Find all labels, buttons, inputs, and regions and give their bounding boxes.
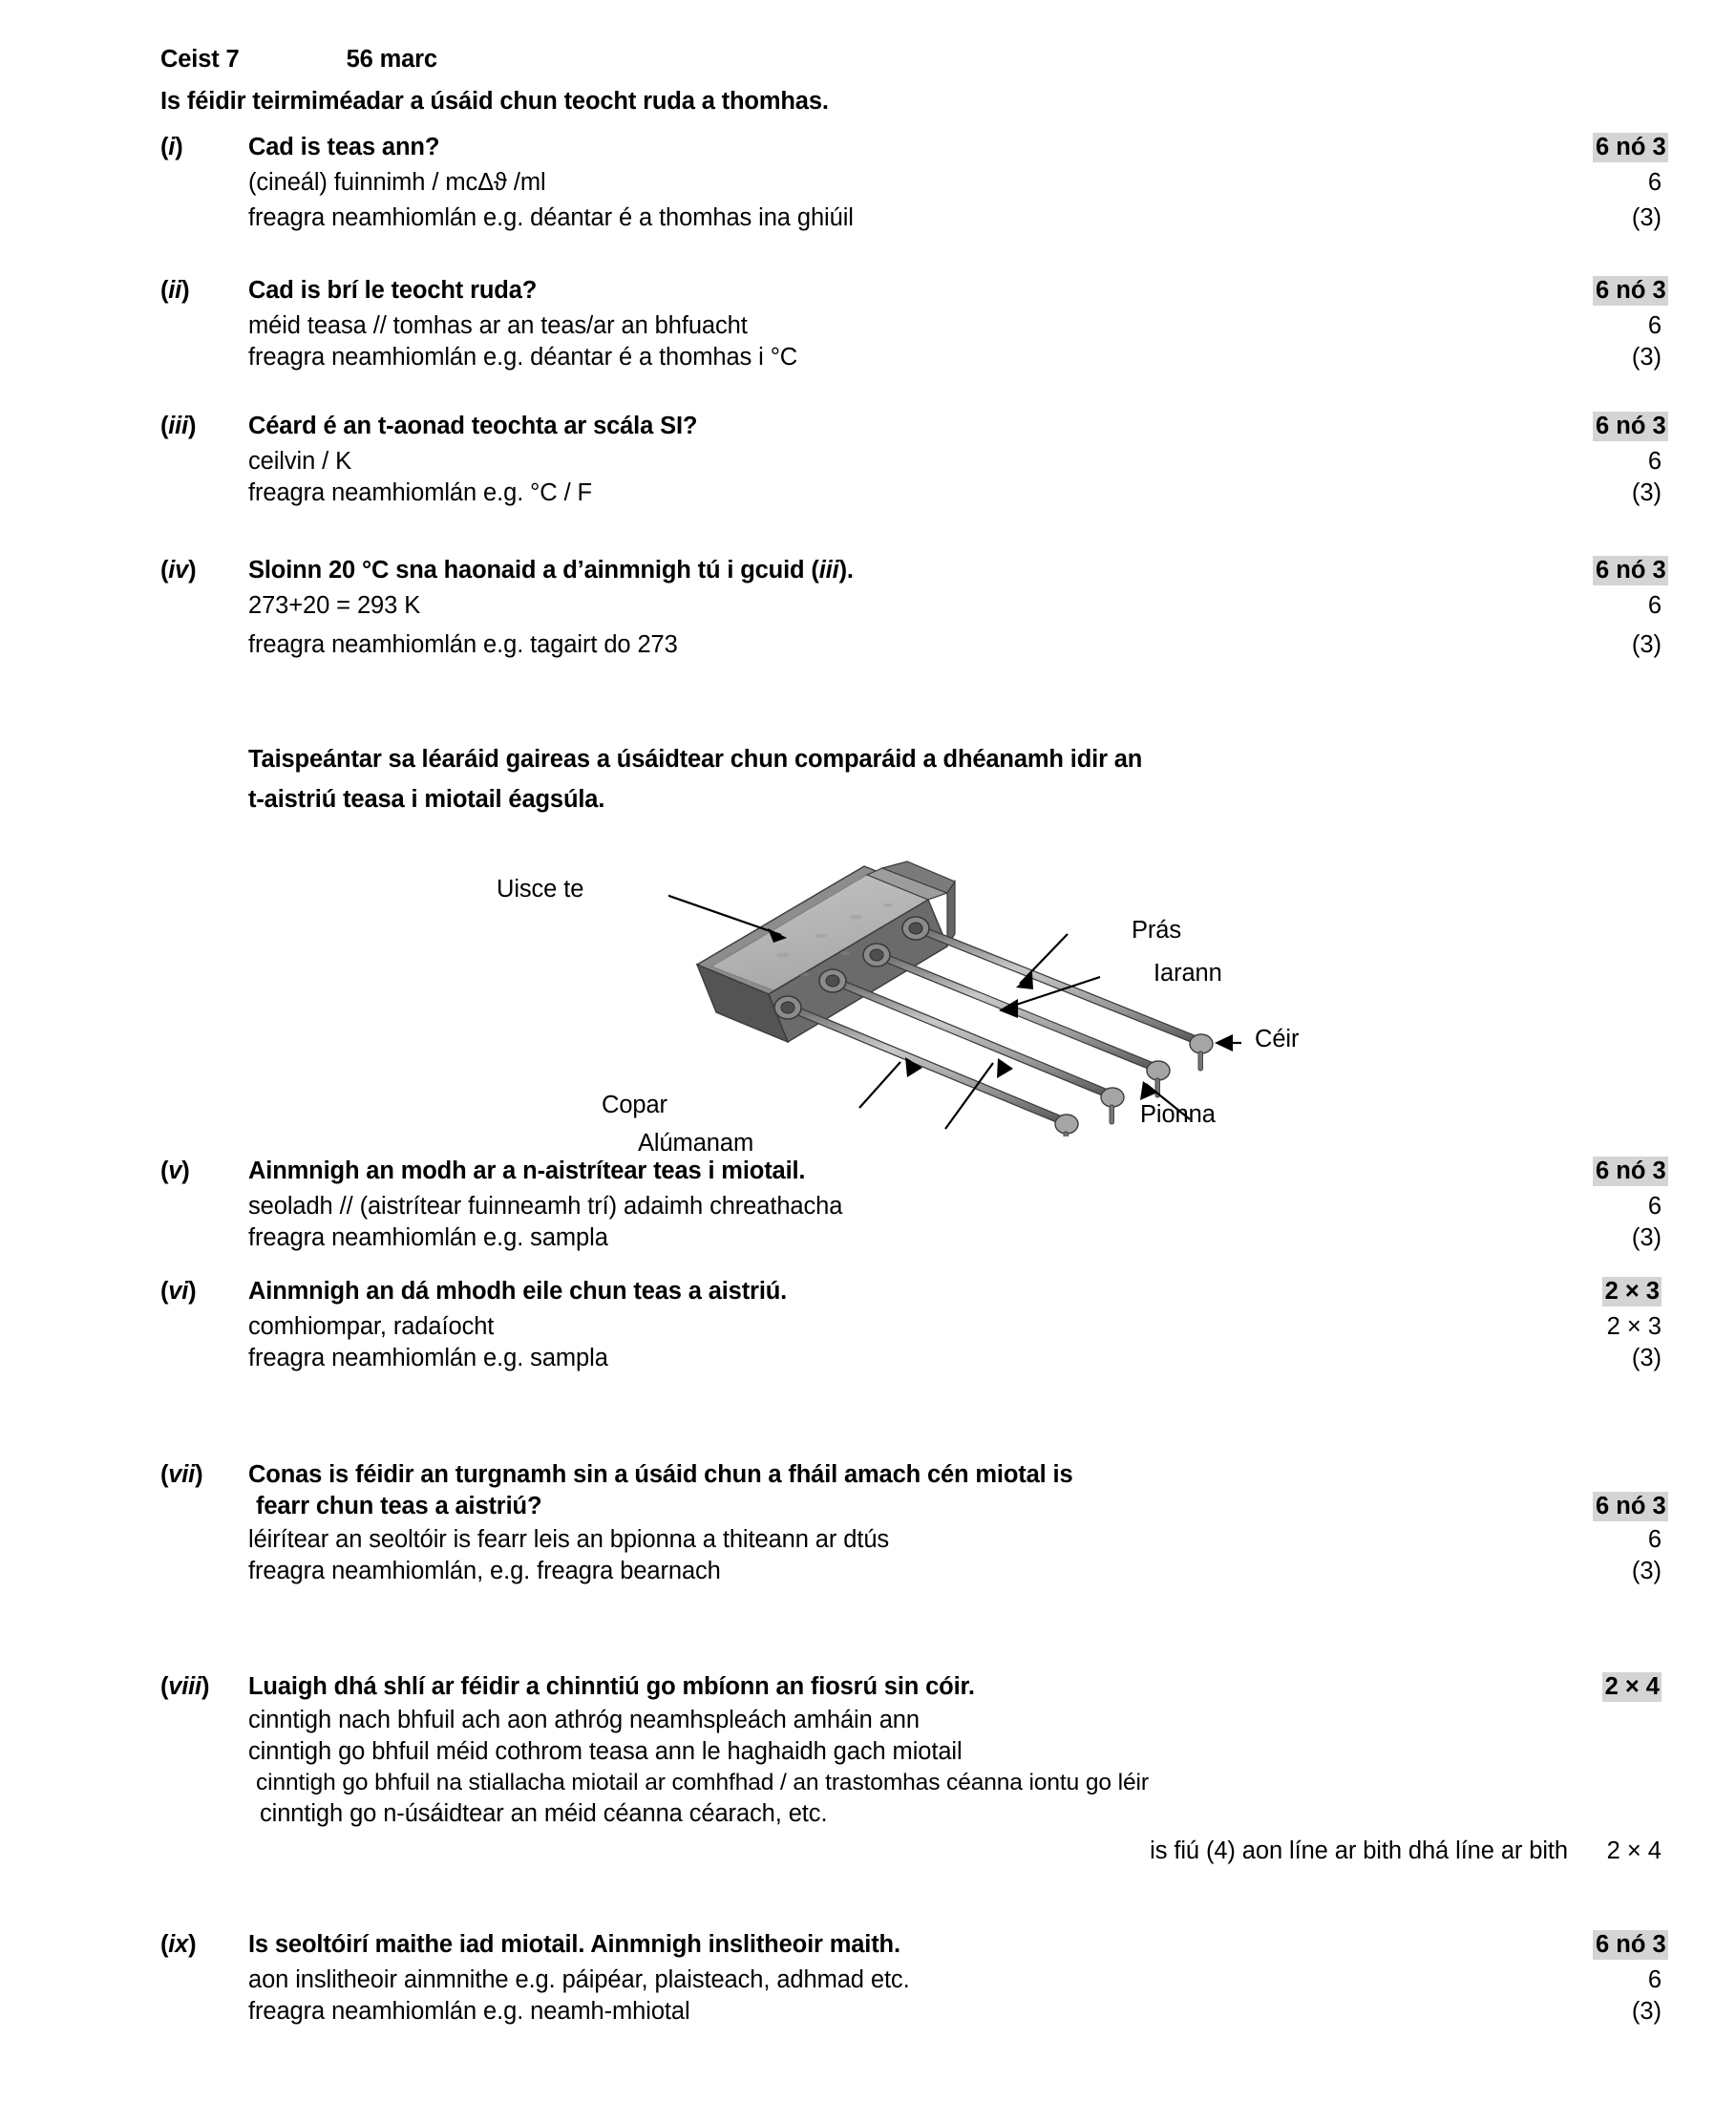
answer-text: freagra neamhiomlán e.g. déantar é a thomhas i °C: [248, 344, 798, 371]
part-question-text-line2: fearr chun teas a aistriú?: [256, 1493, 542, 1519]
part-question-text: Ainmnigh an modh ar a n-aistrítear teas i miotail.: [248, 1158, 806, 1184]
part-question-row: [0, 413, 1736, 440]
answer-row: [0, 1998, 1736, 2026]
answer-text: cinntigh go bhfuil na stiallacha miotail ar comhfhad / an trastomhas céanna iontu go léir: [256, 1770, 1149, 1795]
answer-marks: 6: [1647, 1966, 1662, 1993]
label-pin: Pionna: [1140, 1101, 1216, 1128]
part-marks: 6 nó 3: [1593, 277, 1736, 305]
diagram-intro-line1: Taispeántar sa léaráid gaireas a úsáidtear chun comparáid a dhéanamh idir an: [248, 746, 1143, 773]
answer-text: cinntigh go n-úsáidtear an méid céanna céarach, etc.: [260, 1800, 828, 1827]
answer-text: freagra neamhiomlán e.g. tagairt do 273: [248, 631, 678, 658]
part-question-row: [0, 1931, 1736, 1959]
diagram-intro-line2: t-aistriú teasa i miotail éagsúla.: [248, 786, 605, 813]
answer-row: [0, 169, 1736, 197]
part-marks: 2 × 4: [1593, 1673, 1736, 1701]
answer-marks: (3): [1631, 204, 1662, 231]
answer-marks: (3): [1631, 1998, 1662, 2025]
answer-text: freagra neamhiomlán e.g. déantar é a thomhas ina ghiúil: [248, 204, 854, 231]
answer-text: freagra neamhiomlán e.g. °C / F: [248, 479, 593, 506]
answer-marks: 6: [1647, 169, 1662, 196]
answer-row: [0, 1707, 1736, 1734]
answer-row: [0, 312, 1736, 340]
label-wax: Céir: [1255, 1026, 1300, 1052]
part-marks: 2 × 3: [1593, 1278, 1736, 1306]
answer-marks: 6: [1647, 592, 1662, 619]
answer-row: [0, 1738, 1736, 1766]
part-marks: 6 nó 3: [1593, 134, 1736, 161]
part-question-text: Sloinn 20 °C sna haonaid a d’ainmnigh tú i gcuid (iii).: [248, 557, 854, 584]
part-question-text: Conas is féidir an turgnamh sin a úsáid chun a fháil amach cén miotal is: [248, 1461, 1073, 1488]
answer-marks: 2 × 3: [1606, 1313, 1662, 1340]
part-ix: [0, 1931, 1736, 2026]
label-copper: Copar: [602, 1092, 667, 1118]
answer-row: [0, 448, 1736, 476]
answer-text: ceilvin / K: [248, 448, 352, 475]
question-stem: Is féidir teirmiméadar a úsáid chun teocht ruda a thomhas.: [160, 88, 829, 115]
part-marks: 6 nó 3: [1593, 413, 1736, 440]
answer-row: [0, 344, 1736, 372]
answer-marks: 6: [1647, 1526, 1662, 1553]
answer-row: [0, 1558, 1736, 1585]
part-question-row: [0, 1461, 1736, 1489]
part-i: [0, 134, 1736, 232]
answer-marks: 6: [1647, 1193, 1662, 1220]
answer-marks: (3): [1631, 631, 1662, 658]
answer-text: léirítear an seoltóir is fearr leis an bpionna a thiteann ar dtús: [248, 1526, 890, 1553]
answer-footnote-marks: 2 × 4: [1606, 1837, 1662, 1864]
part-roman: (viii): [160, 1673, 210, 1700]
answer-text: méid teasa // tomhas ar an teas/ar an bhfuacht: [248, 312, 748, 339]
answer-marks: (3): [1631, 479, 1662, 506]
answer-text: freagra neamhiomlán e.g. sampla: [248, 1224, 608, 1251]
answer-row: [0, 1345, 1736, 1372]
part-marks: 6 nó 3: [1593, 1158, 1736, 1185]
answer-row: [0, 1800, 1736, 1828]
part-question-text: Céard é an t-aonad teochta ar scála SI?: [248, 413, 698, 439]
part-roman: (iv): [160, 557, 197, 584]
part-question-text: Ainmnigh an dá mhodh eile chun teas a aistriú.: [248, 1278, 788, 1305]
part-question-row: [0, 1673, 1736, 1701]
part-question-row: [0, 557, 1736, 584]
part-marks: 6 nó 3: [1593, 557, 1736, 584]
diagram-intro: [248, 739, 1318, 819]
part-iv: [0, 557, 1736, 659]
part-ii: [0, 277, 1736, 372]
total-marks: 56 marc: [346, 46, 437, 73]
answer-text: cinntigh go bhfuil méid cothrom teasa ann le haghaidh gach miotail: [248, 1738, 963, 1765]
answer-marks: (3): [1631, 1558, 1662, 1584]
question-number: Ceist 7: [160, 46, 240, 73]
part-question-row: [0, 1278, 1736, 1306]
part-roman: (i): [160, 134, 183, 160]
part-roman: (vii): [160, 1461, 203, 1488]
part-roman: (iii): [160, 413, 197, 439]
answer-row: [0, 1193, 1736, 1221]
part-roman: (vi): [160, 1278, 197, 1305]
answer-text: freagra neamhiomlán e.g. sampla: [248, 1345, 608, 1371]
label-aluminium: Alúmanam: [638, 1130, 754, 1157]
part-question-text: Cad is teas ann?: [248, 134, 440, 160]
part-iii: [0, 413, 1736, 507]
answer-text: seoladh // (aistrítear fuinneamh trí) adaimh chreathacha: [248, 1193, 843, 1220]
part-roman: (v): [160, 1158, 190, 1184]
part-roman: (ii): [160, 277, 190, 304]
page-title: [160, 46, 437, 74]
answer-text: aon inslitheoir ainmnithe e.g. páipéar, plaisteach, adhmad etc.: [248, 1966, 910, 1993]
answer-row: [0, 592, 1736, 620]
part-question-text: Luaigh dhá shlí ar féidir a chinntiú go mbíonn an fiosrú sin cóir.: [248, 1673, 975, 1700]
part-question-row-cont: [0, 1493, 1736, 1520]
part-v: [0, 1158, 1736, 1252]
label-brass: Prás: [1132, 917, 1182, 944]
answer-text: freagra neamhiomlán e.g. neamh-mhiotal: [248, 1998, 690, 2025]
answer-marks: (3): [1631, 1224, 1662, 1251]
part-marks: 6 nó 3: [1593, 1493, 1736, 1520]
part-question-row: [0, 1158, 1736, 1185]
answer-text: (cineál) fuinnimh / mcΔϑ /ml: [248, 169, 546, 196]
answer-row: [0, 479, 1736, 507]
answer-marks: (3): [1631, 344, 1662, 371]
part-vi: [0, 1278, 1736, 1372]
answer-row: [0, 204, 1736, 232]
answer-row: [0, 1966, 1736, 1994]
part-viii: [0, 1673, 1736, 1865]
answer-text: freagra neamhiomlán, e.g. freagra bearnach: [248, 1558, 721, 1584]
answer-text: comhiompar, radaíocht: [248, 1313, 495, 1340]
answer-row: [0, 1526, 1736, 1554]
answer-text: cinntigh nach bhfuil ach aon athróg neamhspleách amháin ann: [248, 1707, 920, 1733]
answer-row: [0, 1770, 1736, 1796]
answer-marks: (3): [1631, 1345, 1662, 1371]
answer-row: [0, 1224, 1736, 1252]
part-question-text: Is seoltóirí maithe iad miotail. Ainmnigh inslitheoir maith.: [248, 1931, 900, 1958]
label-hot-water: Uisce te: [497, 876, 584, 903]
part-question-row: [0, 277, 1736, 305]
label-iron: Iarann: [1154, 960, 1222, 987]
apparatus-diagram: [497, 821, 1356, 1157]
part-marks: 6 nó 3: [1593, 1931, 1736, 1959]
answer-text: 273+20 = 293 K: [248, 592, 421, 619]
answer-footnote: is fiú (4) aon líne ar bith dhá líne ar bith: [1150, 1837, 1568, 1864]
answer-row: [0, 631, 1736, 659]
answer-footnote-row: [0, 1837, 1736, 1865]
answer-marks: 6: [1647, 312, 1662, 339]
answer-marks: 6: [1647, 448, 1662, 475]
part-question-row: [0, 134, 1736, 161]
part-question-text: Cad is brí le teocht ruda?: [248, 277, 538, 304]
part-vii: [0, 1461, 1736, 1585]
part-roman: (ix): [160, 1931, 197, 1958]
answer-row: [0, 1313, 1736, 1341]
